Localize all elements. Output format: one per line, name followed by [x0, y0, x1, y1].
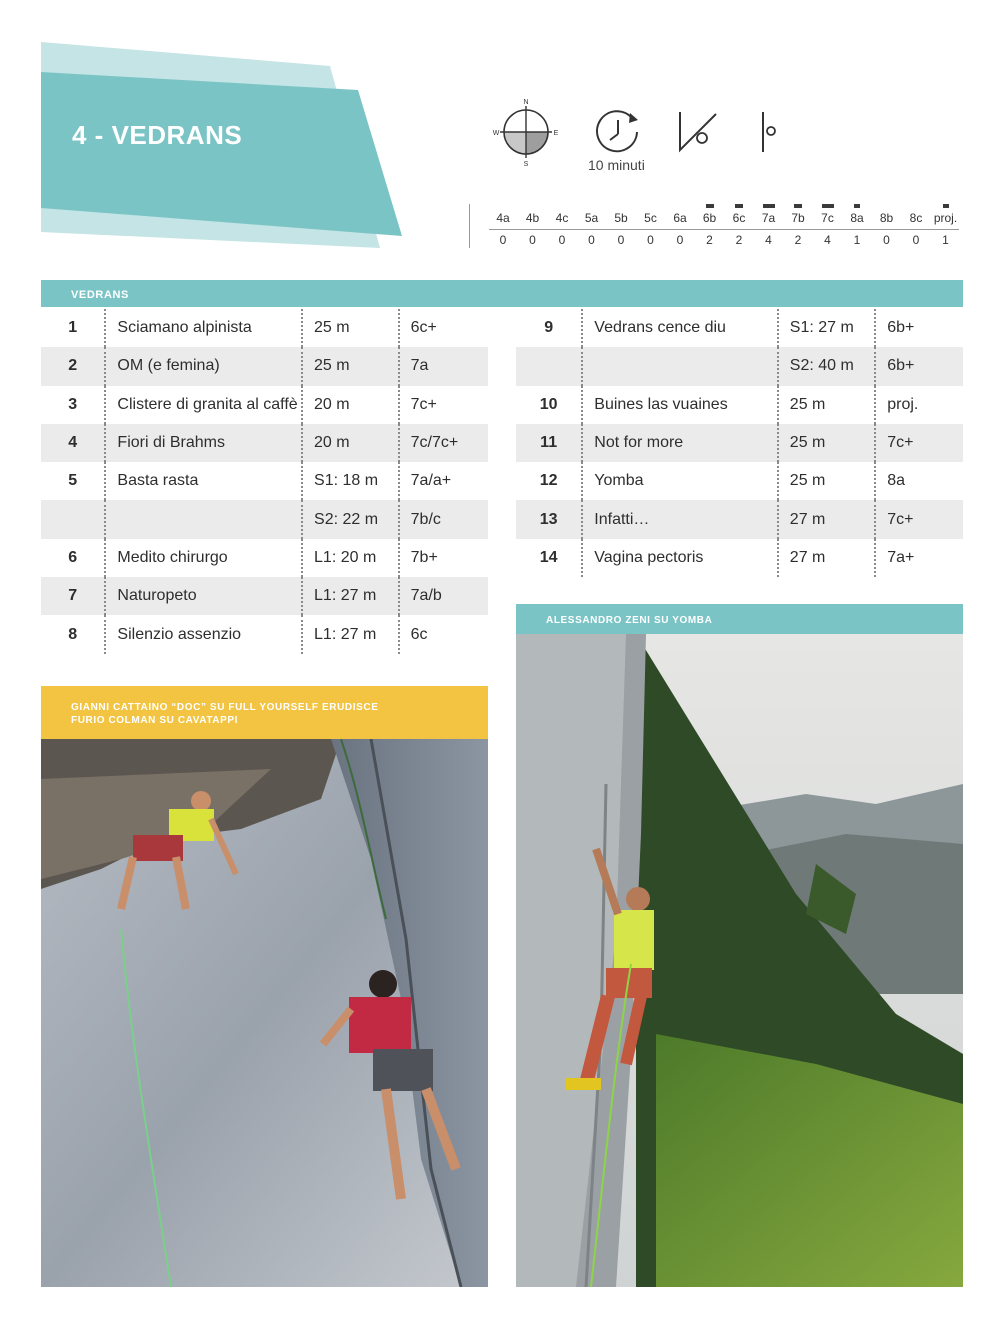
route-row — [516, 386, 963, 424]
grade-label: 8a — [850, 211, 864, 225]
compass-s: S — [523, 161, 529, 168]
grade-count: 0 — [676, 233, 684, 247]
photo1-caption-line1: GIANNI CATTAINO “DOC” SU FULL YOURSELF ERUDISCE — [71, 702, 379, 713]
route-number — [516, 347, 582, 385]
grade-bar — [794, 204, 802, 208]
route-grade: 7b/c — [399, 500, 488, 538]
route-number: 2 — [41, 347, 105, 385]
route-name: Clistere di granita al caffè — [105, 386, 302, 424]
grade-bar — [763, 204, 775, 208]
photo1-caption-bar — [41, 686, 488, 739]
grade-bar — [822, 204, 834, 208]
route-number — [41, 500, 105, 538]
route-row — [41, 539, 488, 577]
grade-count: 2 — [706, 233, 713, 247]
route-row — [41, 347, 488, 385]
route-grade: 8a — [875, 462, 963, 500]
route-name: Silenzio assenzio — [105, 615, 302, 653]
compass-icon — [490, 96, 562, 168]
route-number: 12 — [539, 472, 558, 490]
route-length: 20 m — [302, 386, 399, 424]
grade-label: 8b — [879, 211, 894, 225]
page-title: 4 - VEDRANS — [72, 120, 243, 150]
route-length: 25 m — [302, 309, 399, 347]
grade-count: 4 — [765, 233, 772, 247]
grade-count: 0 — [883, 233, 890, 247]
grade-label: 7a — [761, 211, 776, 225]
route-row — [41, 424, 488, 462]
sector-name: VEDRANS — [71, 289, 129, 301]
route-name: Not for more — [582, 424, 778, 462]
route-grade: 7b+ — [399, 539, 488, 577]
compass-e: E — [553, 130, 559, 137]
route-name: Sciamano alpinista — [105, 309, 302, 347]
compass-w: W — [492, 130, 500, 137]
route-length: 25 m — [778, 386, 875, 424]
route-name: OM (e femina) — [105, 347, 302, 385]
route-grade: 7a — [399, 347, 488, 385]
route-length: 25 m — [778, 424, 875, 462]
title-banner — [0, 0, 420, 260]
route-name: Fiori di Brahms — [105, 424, 302, 462]
routes-table-right — [516, 309, 963, 577]
grade-label: 7b — [791, 211, 805, 225]
grade-count: 0 — [617, 233, 625, 247]
grade-count: 0 — [912, 233, 920, 247]
grade-label: 5b — [614, 211, 628, 225]
route-name: Buines las vuaines — [582, 386, 778, 424]
grade-count: 1 — [942, 233, 949, 247]
grade-label: 5c — [644, 211, 657, 225]
route-row — [516, 500, 963, 538]
grade-bar — [706, 204, 714, 208]
route-number: 8 — [68, 625, 78, 643]
route-length: 25 m — [778, 462, 875, 500]
route-name: Yomba — [582, 462, 778, 500]
grade-count: 0 — [529, 233, 536, 247]
grade-label: 4b — [525, 211, 540, 225]
grade-count: 0 — [499, 233, 507, 247]
clock-icon — [594, 108, 644, 158]
grade-bar — [854, 204, 860, 208]
route-length: S1: 27 m — [778, 309, 875, 347]
route-grade: 6b+ — [875, 347, 963, 385]
route-name — [582, 347, 778, 385]
route-number: 14 — [539, 548, 558, 566]
grade-label: 5a — [584, 211, 599, 225]
route-number: 6 — [68, 548, 78, 566]
route-name: Medito chirurgo — [105, 539, 302, 577]
route-grade: 7c+ — [875, 500, 963, 538]
approach-time: 10 minuti — [588, 157, 645, 173]
route-row — [516, 539, 963, 577]
grade-label: 4a — [496, 211, 510, 225]
route-length: 20 m — [302, 424, 399, 462]
route-length: 25 m — [302, 347, 399, 385]
grade-label: 8c — [909, 211, 923, 225]
route-length: L1: 27 m — [302, 615, 399, 653]
grade-count: 1 — [853, 233, 861, 247]
grade-label: 4c — [555, 211, 569, 225]
grade-bar — [735, 204, 743, 208]
grade-count: 2 — [735, 233, 743, 247]
grade-count: 2 — [794, 233, 802, 247]
compass-n: N — [523, 99, 529, 106]
routes-table-left — [41, 309, 488, 654]
route-number: 9 — [544, 319, 554, 337]
route-row — [41, 386, 488, 424]
route-number: 7 — [41, 577, 105, 615]
sector-header — [41, 280, 963, 307]
route-grade: 7c+ — [399, 386, 488, 424]
route-grade: 7c/7c+ — [399, 424, 488, 462]
grade-count: 0 — [558, 233, 566, 247]
grade-label: 7c — [821, 211, 834, 225]
route-number: 3 — [68, 395, 78, 413]
route-number: 5 — [68, 472, 78, 490]
route-row — [516, 309, 963, 347]
route-length: 27 m — [778, 539, 875, 577]
wall-angle-icon — [676, 110, 720, 154]
route-grade: proj. — [875, 386, 963, 424]
route-name: Infatti… — [582, 500, 778, 538]
route-name: Basta rasta — [105, 462, 302, 500]
route-grade: 6c — [399, 615, 488, 653]
grade-label: proj. — [933, 211, 958, 225]
photo2-caption-bar — [516, 604, 963, 634]
grade-label: 6c — [732, 211, 746, 225]
route-number: 13 — [516, 500, 582, 538]
route-length: S2: 22 m — [302, 500, 399, 538]
route-length: 27 m — [778, 500, 875, 538]
route-name: Vagina pectoris — [582, 539, 778, 577]
grade-count: 4 — [824, 233, 831, 247]
route-number: 1 — [68, 319, 78, 337]
bolt-icon — [754, 110, 784, 154]
route-grade: 7c+ — [875, 424, 963, 462]
grade-bar — [943, 204, 949, 208]
route-name: Vedrans cence diu — [582, 309, 778, 347]
route-grade: 7a/b — [399, 577, 488, 615]
route-length: L1: 27 m — [302, 577, 399, 615]
photo-climbers-wall — [41, 739, 488, 1287]
grade-label: 6b — [702, 211, 717, 225]
route-row — [41, 577, 488, 615]
grade-axis-line — [489, 229, 959, 230]
route-row — [41, 462, 488, 500]
route-length: S1: 18 m — [302, 462, 399, 500]
grade-label: 6a — [673, 211, 687, 225]
route-number: 11 — [516, 424, 582, 462]
grade-divider — [469, 204, 470, 248]
route-length: S2: 40 m — [778, 347, 875, 385]
route-row — [516, 424, 963, 462]
grade-count: 0 — [647, 233, 654, 247]
route-number: 10 — [539, 395, 558, 413]
route-row — [41, 615, 488, 653]
route-grade: 7a/a+ — [399, 462, 488, 500]
route-row — [516, 462, 963, 500]
route-grade: 6c+ — [399, 309, 488, 347]
route-length: L1: 20 m — [302, 539, 399, 577]
photo2-caption: ALESSANDRO ZENI SU YOMBA — [546, 615, 713, 626]
route-row — [516, 347, 963, 385]
grade-count: 0 — [588, 233, 595, 247]
route-grade: 7a+ — [875, 539, 963, 577]
route-name: Naturopeto — [105, 577, 302, 615]
route-row — [41, 500, 488, 538]
route-number: 4 — [41, 424, 105, 462]
photo-climber-yomba — [516, 634, 963, 1287]
photo1-caption-line2: FURIO COLMAN SU CAVATAPPI — [71, 715, 239, 726]
route-row — [41, 309, 488, 347]
route-grade: 6b+ — [875, 309, 963, 347]
route-name — [105, 500, 302, 538]
